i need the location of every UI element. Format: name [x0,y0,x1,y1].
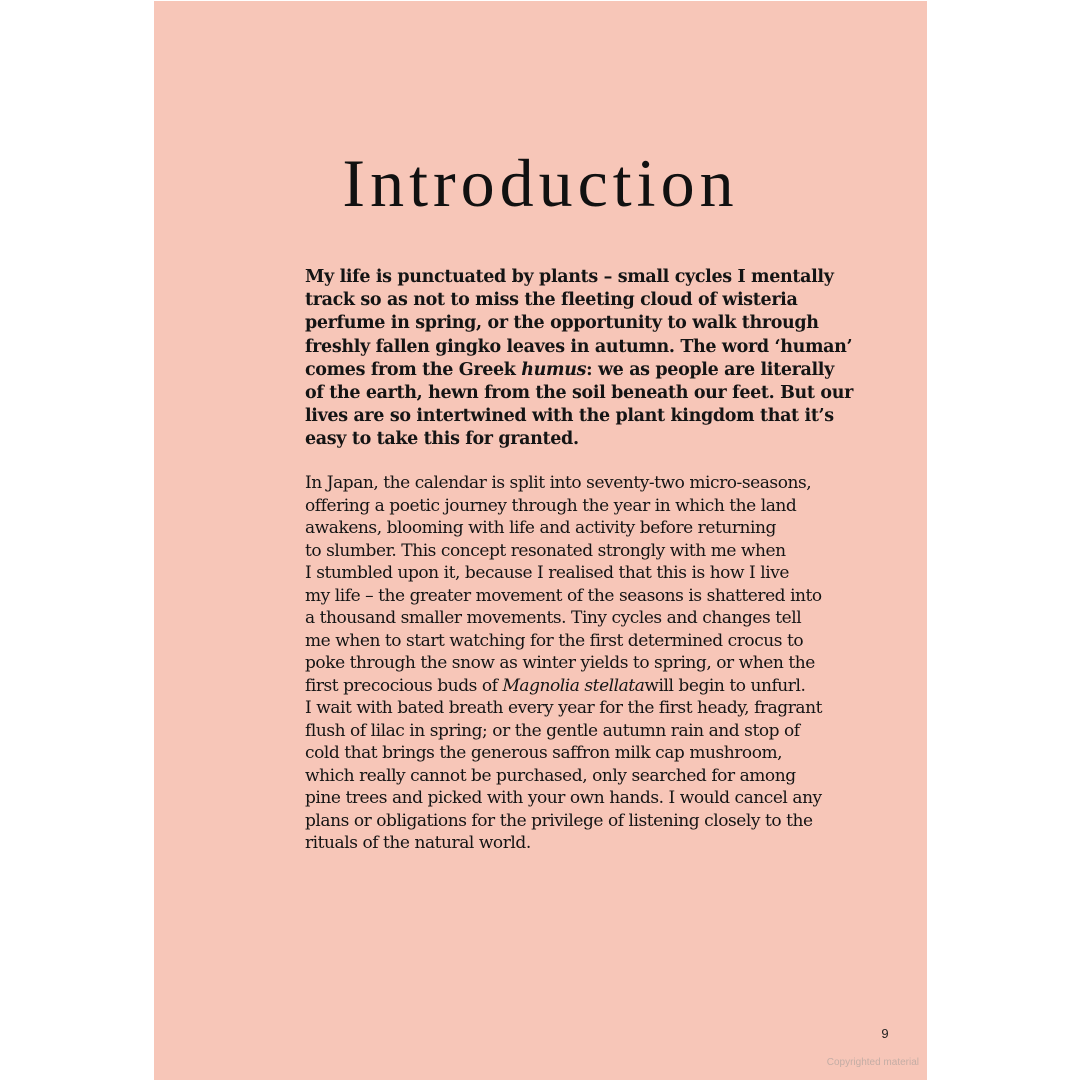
page-title: Introduction [342,145,739,221]
body-line: offering a poetic journey through the year in which the land [305,495,797,516]
body-paragraph [305,472,822,855]
intro-line: easy to take this for granted. [305,429,579,450]
intro-line: lives are so intertwined with the plant kingdom that it’s [305,406,834,427]
body-line: In Japan, the calendar is split into seventy-two micro-seasons, [305,473,812,493]
intro-line: freshly fallen gingko leaves in autumn. The word ‘human’ [305,336,853,357]
body-line: flush of lilac in spring; or the gentle autumn rain and stop of [305,720,800,741]
body-line: to slumber. This concept resonated strongly with me when [305,540,786,561]
intro-line: of the earth, hewn from the soil beneath our feet. But our [305,383,853,404]
body-line: which really cannot be purchased, only searched for among [305,765,796,786]
intro-paragraph [305,266,853,452]
body-line: pine trees and picked with your own hands. I would cancel any [305,788,822,808]
body-line: I stumbled upon it, because I realised that this is how I live [305,563,789,583]
page-number: 9 [881,1026,889,1041]
copyright-watermark: Copyrighted material [826,1057,919,1068]
italic-term-magnolia: Magnolia stellata [502,675,645,696]
body-line: I wait with bated breath every year for the first heady, fragrant [305,698,822,718]
book-page [154,1,927,1080]
body-line: first precocious buds of Magnolia stellatawill begin to unfurl. [305,675,806,696]
body-line: my life – the greater movement of the seasons is shattered into [305,585,822,606]
body-line: rituals of the natural world. [305,833,531,853]
body-line: me when to start watching for the first determined crocus to [305,630,804,651]
body-line: cold that brings the generous saffron milk cap mushroom, [305,743,783,763]
body-line: plans or obligations for the privilege of listening closely to the [305,810,813,831]
intro-line: comes from the Greek humus: we as people are literally [305,359,834,380]
intro-line: track so as not to miss the fleeting cloud of wisteria [305,290,798,311]
body-line: poke through the snow as winter yields to spring, or when the [305,653,815,673]
intro-line: My life is punctuated by plants – small cycles I mentally [305,267,834,287]
body-line: awakens, blooming with life and activity before returning [305,518,776,538]
intro-line: perfume in spring, or the opportunity to walk through [305,313,819,334]
body-line: a thousand smaller movements. Tiny cycles and changes tell [305,608,802,628]
italic-term-humus: humus [521,359,587,380]
